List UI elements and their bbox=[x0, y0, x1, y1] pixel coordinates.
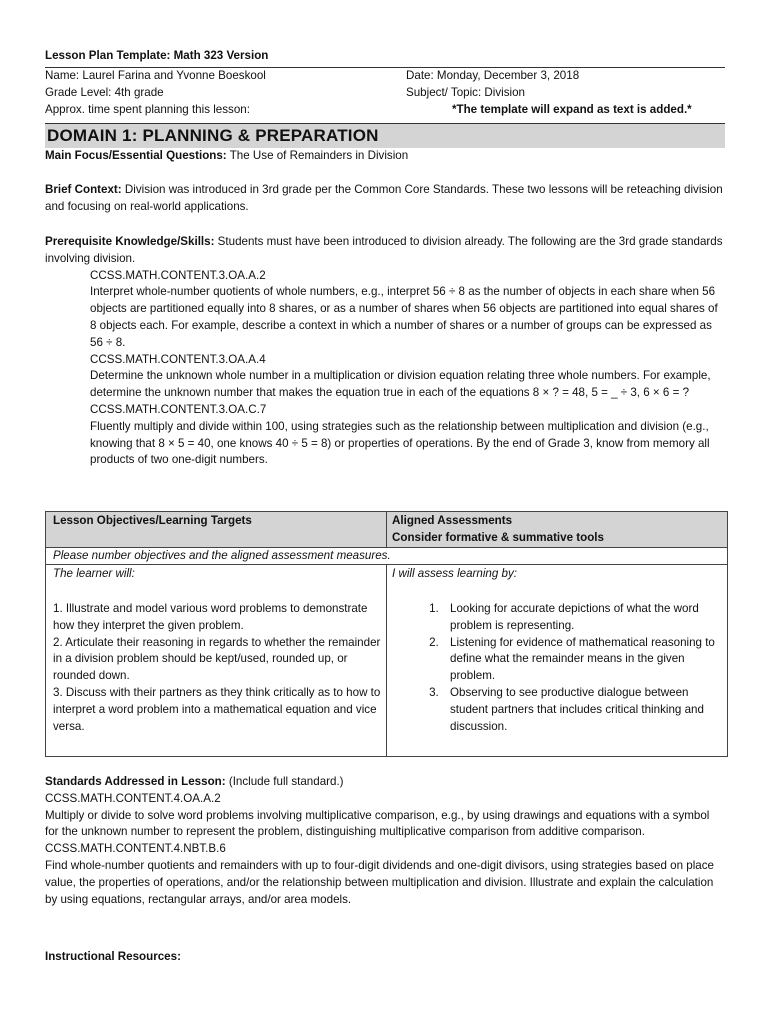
prerequisite-label: Prerequisite Knowledge/Skills: bbox=[45, 235, 215, 248]
standard-code: CCSS.MATH.CONTENT.3.OA.C.7 bbox=[90, 402, 267, 416]
standard-code: CCSS.MATH.CONTENT.3.OA.A.2 bbox=[90, 268, 266, 282]
brief-context bbox=[45, 182, 725, 216]
time-line: Approx. time spent planning this lesson: bbox=[45, 103, 250, 116]
prerequisite-intro bbox=[45, 234, 725, 268]
assessment-item: 2. Listening for evidence of mathematical reasoning to define what the remainder means in the given problem. bbox=[442, 635, 727, 685]
standard-text: Multiply or divide to solve word problems involving multiplicative comparison, e.g., by using drawings and equations with a symbol for the unknown number to represent the problem, distinguishing multiplicative comparison from additive comparison. bbox=[45, 808, 710, 839]
table-column-divider bbox=[386, 512, 387, 547]
table-column-divider bbox=[386, 564, 387, 756]
standard-text: Fluently multiply and divide within 100, using strategies such as the relationship between multiplication and division (e.g., knowing that 8 × 5 = 40, one knows 40 ÷ 5 = 8) or properties of operations. By the end of Grade 3, know from memory all products of two one-digit numbers. bbox=[90, 419, 710, 467]
prerequisite-standard bbox=[45, 352, 725, 402]
domain-banner bbox=[45, 123, 725, 148]
template-title: Lesson Plan Template: Math 323 Version bbox=[45, 49, 269, 62]
objective-item: 1. Illustrate and model various word problems to demonstrate how they interpret the given problem. bbox=[53, 602, 368, 632]
standards-note: (Include full standard.) bbox=[225, 775, 344, 788]
main-focus-text: The Use of Remainders in Division bbox=[226, 149, 409, 162]
objectives-header: Lesson Objectives/Learning Targets bbox=[53, 514, 252, 527]
objective-item: 3. Discuss with their partners as they think critically as to how to interpret a word problem into a mathematical equation and vice versa. bbox=[53, 685, 381, 733]
assessment-item: 1. Looking for accurate depictions of what the word problem is representing. bbox=[442, 601, 727, 635]
assessment-item: 3. Observing to see productive dialogue between student partners that includes critical thinking and discussion. bbox=[442, 685, 727, 735]
standard-code: CCSS.MATH.CONTENT.4.OA.A.2 bbox=[45, 791, 221, 805]
standard-code: CCSS.MATH.CONTENT.4.NBT.B.6 bbox=[45, 842, 226, 856]
standards-heading bbox=[45, 774, 725, 791]
objectives-list bbox=[53, 601, 381, 735]
prerequisite-standard bbox=[45, 402, 725, 469]
assess-label: I will assess learning by: bbox=[392, 567, 518, 580]
domain-title: DOMAIN 1: PLANNING & PREPARATION bbox=[47, 126, 379, 145]
subject-line: Subject/ Topic: Division bbox=[406, 86, 525, 99]
standards-addressed bbox=[45, 774, 725, 908]
standard-text: Interpret whole-number quotients of whole numbers, e.g., interpret 56 ÷ 8 as the number of objects in each share when 56 objects are partitioned equally into 8 shares, or as a number of shares when 56 objects are partitioned into equal shares of 8 objects each. For example, describe a context in which a number of shares or a number of groups can be expressed as 56 ÷ 8. bbox=[90, 285, 718, 349]
instructional-resources-label: Instructional Resources: bbox=[45, 950, 181, 963]
objectives-table bbox=[45, 511, 728, 757]
brief-context-label: Brief Context: bbox=[45, 183, 122, 196]
main-focus bbox=[45, 148, 725, 165]
main-focus-label: Main Focus/Essential Questions: bbox=[45, 149, 227, 162]
template-note: *The template will expand as text is added.* bbox=[452, 103, 692, 116]
learner-label: The learner will: bbox=[53, 567, 135, 580]
table-note: Please number objectives and the aligned assessment measures. bbox=[53, 549, 391, 562]
objective-item: 2. Articulate their reasoning in regards to whether the remainder in a division problem should be kept/used, rounded up, or rounded down. bbox=[53, 635, 381, 683]
assessments-header: Aligned Assessments bbox=[392, 514, 513, 527]
assessments-subheader: Consider formative & summative tools bbox=[392, 531, 604, 544]
standard-text: Find whole-number quotients and remainders with up to four-digit dividends and one-digit divisors, using strategies based on place value, the properties of operations, and/or the relationship between multiplication and division. Illustrate and explain the calculation by using equations, rectangular arrays, and/or area models. bbox=[45, 858, 714, 906]
prerequisite-section bbox=[45, 234, 725, 469]
assessments-list bbox=[412, 601, 727, 735]
standard-text: Determine the unknown whole number in a multiplication or division equation relating three whole numbers. For example, determine the unknown number that makes the equation true in each of the equations 8 × ? = 48, 5 = _ ÷ 3, 6 × 6 = ? bbox=[90, 369, 711, 400]
grade-line: Grade Level: 4th grade bbox=[45, 86, 164, 99]
brief-context-text: Division was introduced in 3rd grade per the Common Core Standards. These two lessons will be reteaching division and focusing on real-world applications. bbox=[45, 183, 723, 213]
date-line: Date: Monday, December 3, 2018 bbox=[406, 69, 580, 82]
prerequisite-standard bbox=[45, 268, 725, 352]
name-line: Name: Laurel Farina and Yvonne Boeskool bbox=[45, 69, 266, 82]
standards-label: Standards Addressed in Lesson: bbox=[45, 775, 226, 788]
prerequisite-text: Students must have been introduced to division already. The following are the 3rd grade standards involving division. bbox=[45, 235, 723, 265]
standard-code: CCSS.MATH.CONTENT.3.OA.A.4 bbox=[90, 352, 266, 366]
